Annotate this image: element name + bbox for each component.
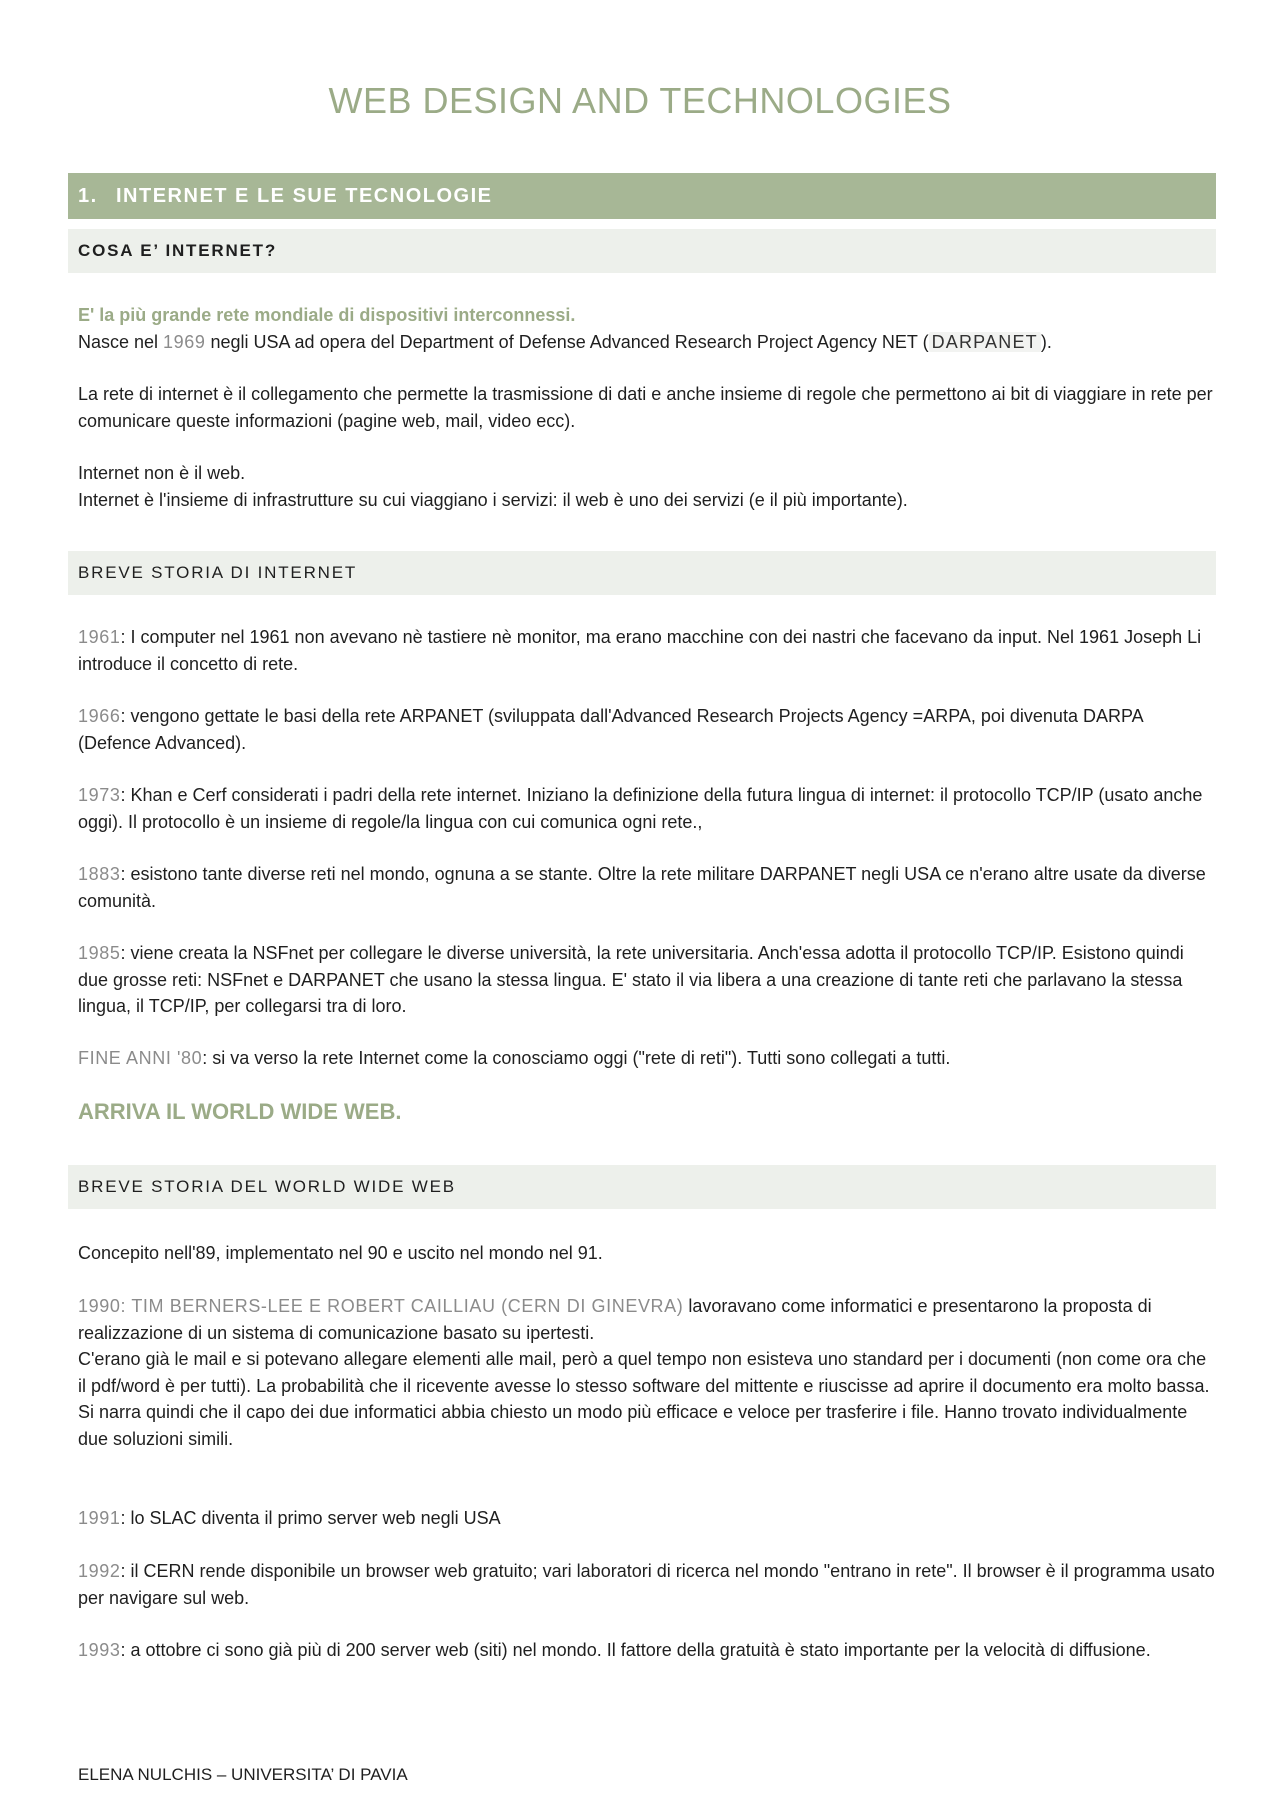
darpanet-tag: DARPANET <box>929 332 1041 352</box>
timeline-text: : viene creata la NSFnet per collegare le diverse università, la rete universitaria. Anch'essa adotta il protocollo TCP/IP. Esistono quindi due grosse reti: NSFnet e DARPANET che usano la stessa lingua. E' stato il via libera a una creazione di tante reti che parlavano la stessa lingua, il TCP/IP, per collegarsi tra di loro. <box>78 943 1184 1016</box>
timeline-entry <box>78 1637 1218 1664</box>
paragraph-internet-web <box>78 460 1218 513</box>
timeline-text: : si va verso la rete Internet come la conosciamo oggi ("rete di reti"). Tutti sono collegati a tutti. <box>202 1048 951 1068</box>
text-run: ). <box>1040 331 1052 352</box>
subheading-storia-internet: BREVE STORIA DI INTERNET <box>68 551 1216 595</box>
timeline-entry <box>78 1505 1218 1532</box>
timeline-text: : il CERN rende disponibile un browser web gratuito; vari laboratori di ricerca nel mondo "entrano in rete". Il browser è il programma usato per navigare sul web. <box>78 1561 1215 1608</box>
timeline-entry <box>78 861 1218 914</box>
timeline-entry <box>78 703 1218 756</box>
timeline-text: : esistono tante diverse reti nel mondo, ognuna a se stante. Oltre la rete militare DARPANET negli USA ce n'erano altre usate da diverse comunità. <box>78 864 1206 911</box>
timeline-year: 1973 <box>78 785 121 805</box>
document-title: WEB DESIGN AND TECHNOLOGIES <box>328 80 952 121</box>
timeline-year: FINE ANNI '80 <box>78 1048 203 1068</box>
www-arrives-heading: ARRIVA IL WORLD WIDE WEB. <box>78 1099 402 1124</box>
text-run: C'erano già le mail e si potevano allegare elementi alle mail, però a quel tempo non esisteva uno standard per i documenti (non come ora che il pdf/word è per tutti). La probabilità che il ricevente avesse lo stesso software del mittente e riuscisse ad aprire il documento era molto bassa. <box>78 1349 1210 1396</box>
timeline-text: : I computer nel 1961 non avevano nè tastiere nè monitor, ma erano macchine con dei nastri che facevano da input. Nel 1961 Joseph Li introduce il concetto di rete. <box>78 627 1202 674</box>
section-number: 1. <box>78 185 98 207</box>
paragraph-1990 <box>78 1293 1218 1452</box>
lead-definition: E' la più grande rete mondiale di dispositivi interconnessi. <box>78 305 576 325</box>
subheading-cosa-internet: COSA E’ INTERNET? <box>68 229 1216 273</box>
text-run: Internet non è il web. <box>78 463 246 483</box>
paragraph-rete: La rete di internet è il collegamento che permette la trasmissione di dati e anche insieme di regole che permettono ai bit di viaggiare in rete per comunicare queste informazioni (pagine web, mail, video ecc). <box>78 384 1213 431</box>
timeline-text: : a ottobre ci sono già più di 200 server web (siti) nel mondo. Il fattore della gratuità è stato importante per la velocità di diffusione. <box>120 1640 1151 1660</box>
text-run: negli USA ad opera del Department of Defense Advanced Research Project Agency NET ( <box>205 331 929 352</box>
text-run: Si narra quindi che il capo dei due informatici abbia chiesto un modo più efficace e veloce per trasferire i file. Hanno trovato individualmente due soluzioni simili. <box>78 1402 1188 1449</box>
timeline-year: 1961 <box>78 627 121 647</box>
timeline-text: : lo SLAC diventa il primo server web negli USA <box>120 1508 501 1528</box>
footer-author: ELENA NULCHIS – UNIVERSITA’ DI PAVIA <box>78 1765 408 1784</box>
text-run: lavoravano come informatici e presentarono la proposta di realizzazione di un sistema di comunicazione basato su ipertesti. <box>78 1296 1152 1343</box>
timeline-entry <box>78 940 1218 1020</box>
timeline-year: 1992 <box>78 1561 121 1581</box>
timeline-entry <box>78 624 1218 677</box>
timeline-entry <box>78 782 1218 835</box>
timeline-year: 1985 <box>78 943 121 963</box>
text-run: Internet è l'insieme di infrastrutture su cui viaggiano i servizi: il web è uno dei servizi (e il più importante). <box>78 489 908 510</box>
timeline-entry <box>78 1558 1218 1611</box>
timeline-text: : Khan e Cerf considerati i padri della rete internet. Iniziano la definizione della futura lingua di internet: il protocollo TCP/IP (usato anche oggi). Il protocollo è un insieme di regole/la lingua con cui comunica ogni rete., <box>78 785 1203 832</box>
section-heading-1 <box>68 173 1216 219</box>
section-title: INTERNET E LE SUE TECNOLOGIE <box>116 185 493 207</box>
timeline-year: 1993 <box>78 1640 121 1660</box>
www-intro: Concepito nell'89, implementato nel 90 e uscito nel mondo nel 91. <box>78 1243 603 1263</box>
key-1990: 1990: TIM BERNERS-LEE E ROBERT CAILLIAU (CERN DI GINEVRA) <box>78 1296 684 1316</box>
year-1969: 1969 <box>163 331 206 352</box>
lead-line <box>78 302 1218 355</box>
timeline-year: 1883 <box>78 864 121 884</box>
timeline-year: 1991 <box>78 1508 121 1528</box>
timeline-text: : vengono gettate le basi della rete ARPANET (sviluppata dall'Advanced Research Projects Agency =ARPA, poi divenuta DARPA (Defence Advanced). <box>78 706 1143 753</box>
text-run: Nasce nel <box>78 331 164 352</box>
timeline-entry <box>78 1045 1218 1072</box>
timeline-year: 1966 <box>78 706 121 726</box>
subheading-storia-www: BREVE STORIA DEL WORLD WIDE WEB <box>68 1165 1216 1209</box>
